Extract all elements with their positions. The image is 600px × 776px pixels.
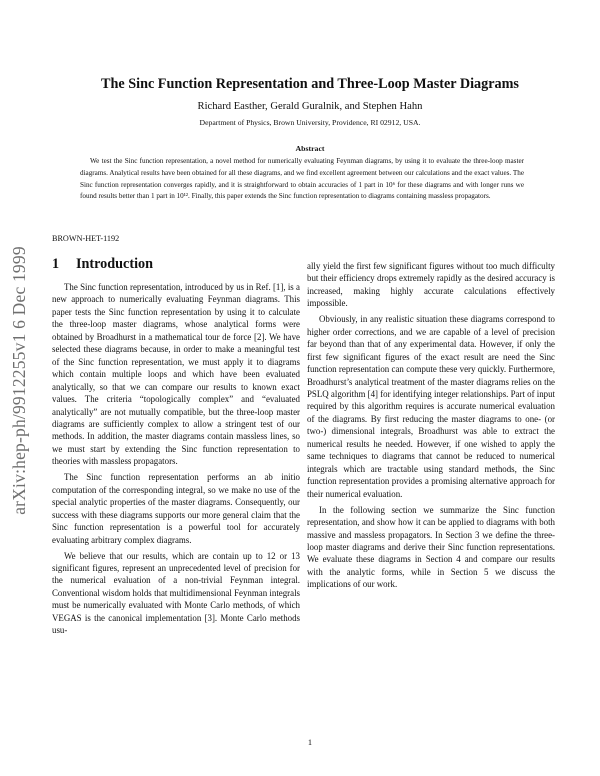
right-column (307, 260, 555, 591)
affiliation: Department of Physics, Brown University, Providence, RI 02912, USA. (199, 118, 421, 127)
abstract-text: We test the Sinc function representation, a novel method for numerically evaluating Feynman diagrams, by using it to evaluate the three-loop master diagrams. Analytical results have been obtained for all these diagrams, and we find excellent agreement between our calculations and the exact values. The Sinc function representation converges rapidly, and it is straightforward to obtain accuracies of 1 part in 10⁶ for these diagrams and with longer runs we found results better than 1 part in 10¹². Finally, this paper extends the Sinc function representation to diagrams containing massless propagators. (80, 157, 524, 201)
section-number: 1 (52, 256, 60, 272)
paragraph: The Sinc function representation, introduced by us in Ref. [1], is a new approach to numerically evaluating Feynman diagrams. This paper tests the Sinc function representation by using it to calculate the three-loop master diagrams, whose analytical forms were obtained by Broadhurst in a mathematical tour de force [2]. We have selected these diagrams because, in order to make a meaningful test of the Sinc function representation, we must apply it to diagrams which contain multiple loops and which have been evaluated analytically, so that we can compare our results to known exact values. The criteria “topologically complex” and “evaluated analytically” are not mutually compatible, but the three-loop master diagrams are sufficiently complex to allow a stringent test of our methods. In addition, the master diagrams contain massless lines, so we must start by extending the Sinc function representation to theories with massless propagators. (52, 282, 300, 467)
paragraph: ally yield the first few significant figures without too much difficulty but their efficiency drops extremely rapidly as the desired accuracy is increased, making highly accurate calculations effectively impossible. (307, 261, 555, 309)
section-title: Introduction (76, 256, 153, 272)
page-number: 1 (307, 738, 313, 747)
arxiv-id: arXiv:hep-ph/9912255v1 6 Dec 1999 (8, 245, 29, 515)
paragraph: Obviously, in any realistic situation these diagrams correspond to higher order corrections, and we are capable of a level of precision far beyond than that of any experimental data. However, if only the first few significant figures of the exact result are need the Sinc function representation can compute these very quickly. Furthermore, Broadhurst’s analytical treatment of the master diagrams relies on the PSLQ algorithm [4] for identifying integer relationships. Part of input required by this algorithm requires is accurate numerical evaluation of the diagrams. By first reducing the master diagrams to one- (or two-) dimensional integrals, Broadhurst was able to extract the numerical results he needed. However, if one wished to apply the same techniques to diagrams that cannot be reduced to numerical integrals which are tractable using standard methods, the Sinc function representation provides a promising alternative approach for their numerical evaluation. (307, 314, 555, 499)
left-column (52, 281, 300, 637)
paragraph: We believe that our results, which are contain up to 12 or 13 significant figures, represent an unprecedented level of precision for the numerical evaluation of a non-trivial Feynman integral. Conventional wisdom holds that multidimensional Feynman integrals must be numerically evaluated with Monte Carlo methods, of which VEGAS is the canonical implementation [3]. Monte Carlo methods usu- (52, 550, 300, 636)
author-list: Richard Easther, Gerald Guralnik, and Stephen Hahn (197, 101, 423, 112)
paragraph: The Sinc function representation performs an ab initio computation of the corresponding integral, so we make no use of the special analytic properties of the master diagrams. Consequently, our success with these diagrams supports our more general claim that the Sinc function representation is a powerful tool for accurately evaluating arbitrary complex diagrams. (52, 472, 300, 545)
report-number: BROWN-HET-1192 (52, 234, 120, 243)
section-heading (52, 256, 153, 273)
paragraph: In the following section we summarize the Sinc function representation, and show how it can be applied to diagrams with both massive and massless propagators. In Section 3 we define the three-loop master diagrams and derive their Sinc function representations. We evaluate these diagrams in Section 4 and compare our results with the analytic forms, while in Section 5 we discuss the implications of our work. (307, 504, 555, 590)
arxiv-watermark (4, 190, 34, 570)
abstract-heading: Abstract (295, 144, 325, 153)
paper-title: The Sinc Function Representation and Three-Loop Master Diagrams (101, 76, 519, 92)
